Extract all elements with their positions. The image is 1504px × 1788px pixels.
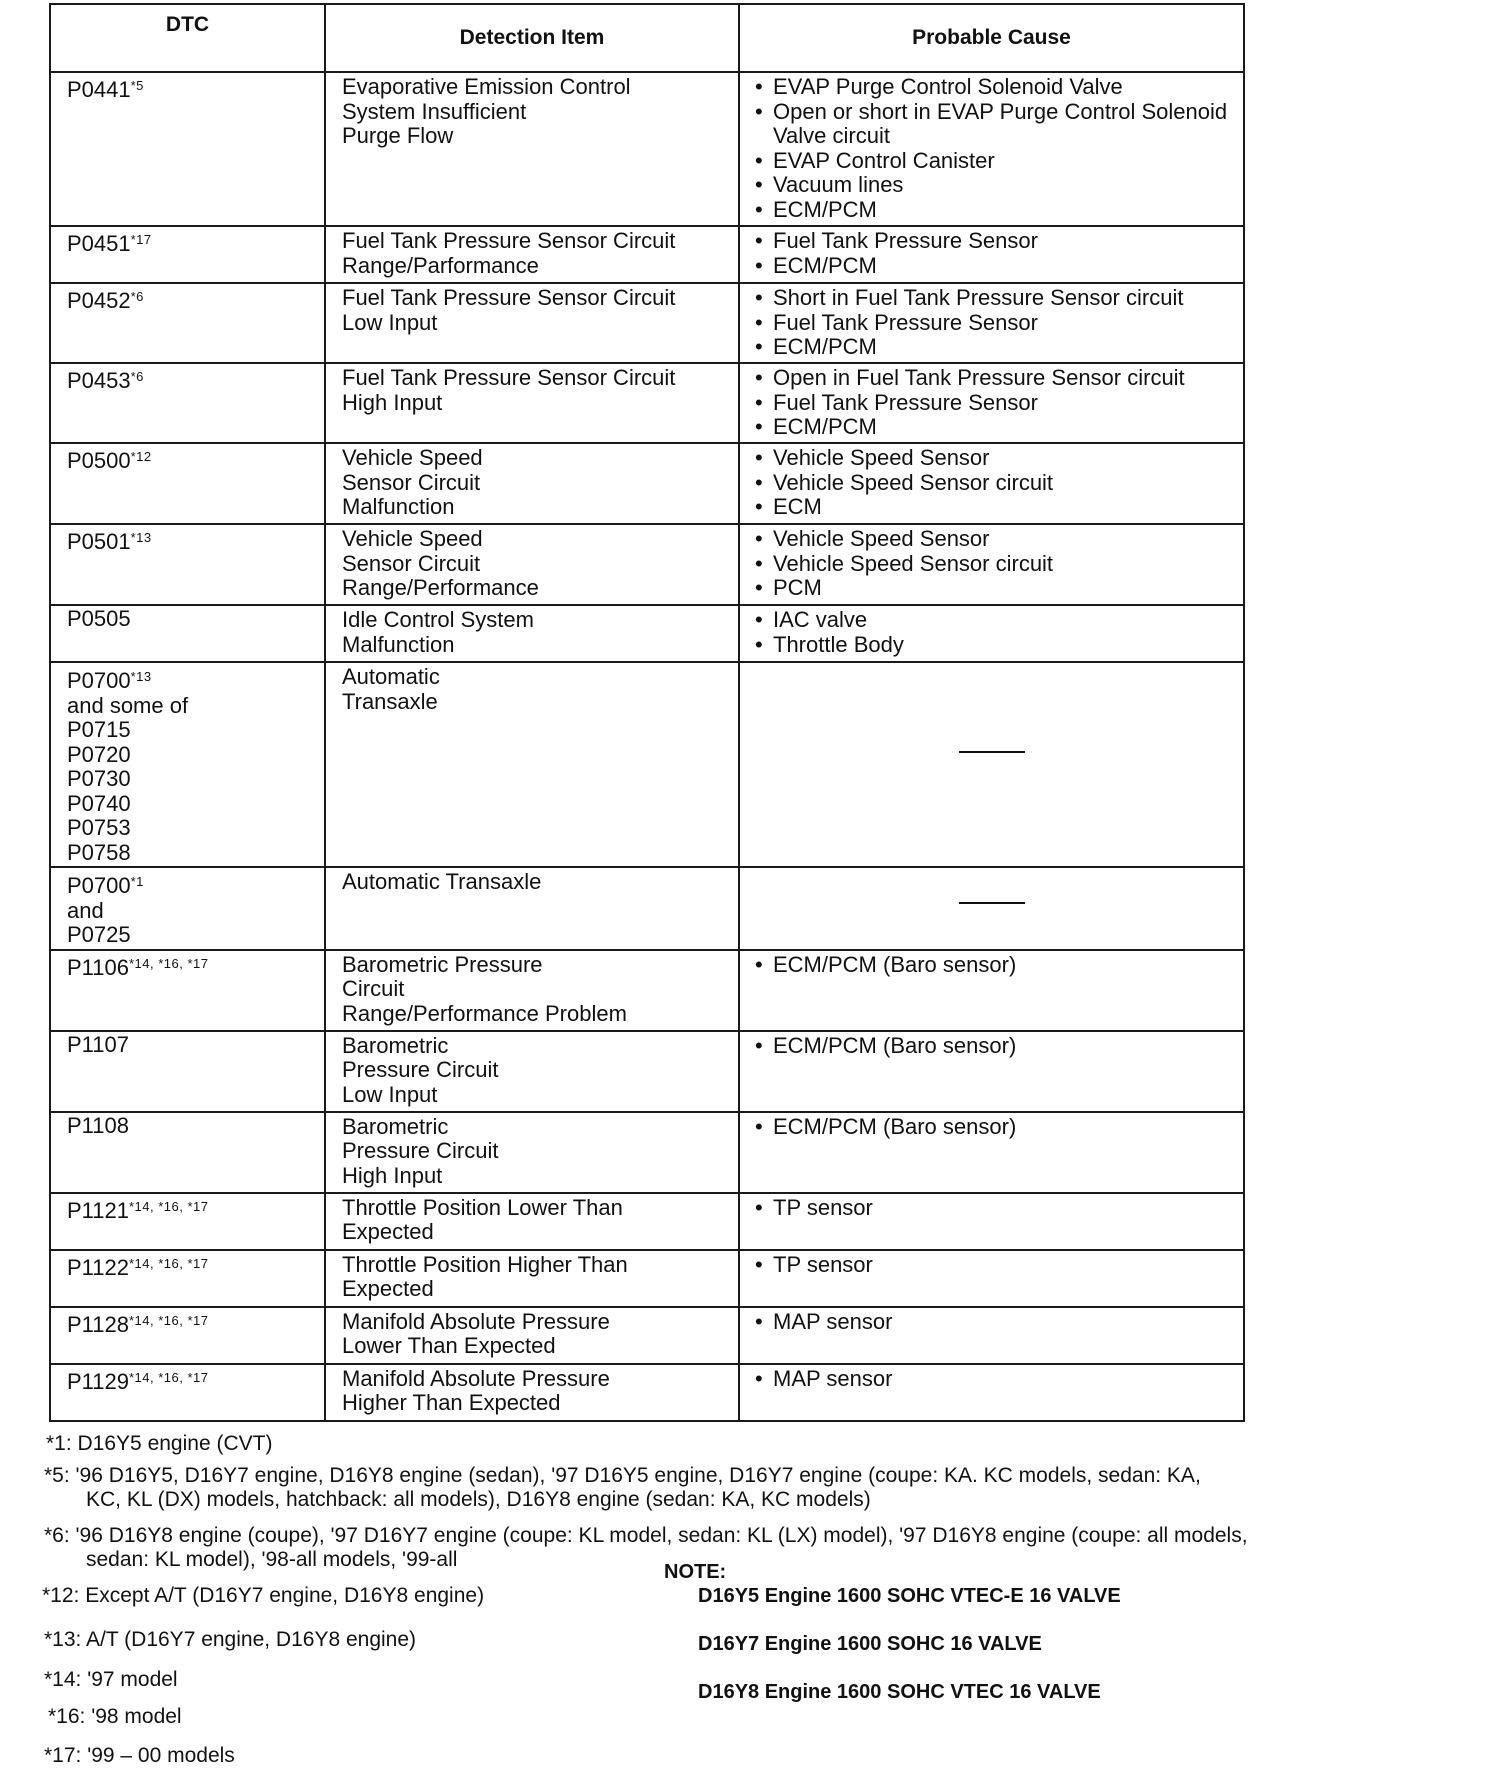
dtc-code: [67, 607, 323, 632]
dtc-code-text: P0505: [67, 606, 131, 631]
detection-item-line: Low Input: [342, 1081, 438, 1107]
dtc-code-text: P1121: [67, 1197, 129, 1223]
cause-item: • ECM/PCM (Baro sensor): [754, 1115, 1235, 1140]
detection-item-line: Manifold Absolute Pressure: [342, 1308, 610, 1334]
dtc-code-text: P1128: [67, 1311, 129, 1337]
detection-item-line: Fuel Tank Pressure Sensor Circuit: [342, 365, 676, 390]
dtc-code-cell: [50, 524, 325, 605]
cause-list: [754, 229, 1235, 278]
cause-item: • Vehicle Speed Sensor: [754, 527, 1235, 552]
detection-item-line: Idle Control System: [342, 607, 534, 632]
cause-item: • IAC valve: [754, 608, 1235, 633]
cause-item: • Open in Fuel Tank Pressure Sensor circuit: [754, 366, 1235, 391]
footnote-mark: *1: [130, 874, 144, 889]
detection-item-line: Purge Flow: [342, 123, 454, 148]
detection-item-line: Sensor Circuit: [342, 550, 481, 576]
probable-cause-cell: [739, 1193, 1244, 1250]
cause-item: • Vehicle Speed Sensor: [754, 446, 1235, 471]
dtc-code-text: P0453: [67, 368, 131, 393]
detection-item-cell: [325, 1250, 739, 1307]
detection-item-cell: [325, 1193, 739, 1250]
dtc-code-text: P0441: [67, 77, 131, 102]
footnote-mark: *17: [130, 232, 152, 247]
footnote-6: *6: '96 D16Y8 engine (coupe), '97 D16Y7 engine (coupe: KL model, sedan: KL (LX) model), '97 D16Y8 engine (coupe: all models, sedan: KL model), '98-all models, '99-all: [44, 1524, 1248, 1571]
probable-cause-cell: [739, 1031, 1244, 1112]
footnote-13: *13: A/T (D16Y7 engine, D16Y8 engine): [44, 1628, 417, 1651]
detection-item-line: Expected: [342, 1219, 434, 1244]
header-detection-item: Detection Item: [325, 4, 739, 72]
dtc-code-text: P1122: [67, 1254, 129, 1280]
dtc-code-text: P0700: [67, 668, 131, 693]
table-row: [50, 363, 1244, 443]
probable-cause-cell: [739, 1364, 1244, 1421]
detection-item-cell: [325, 605, 739, 662]
cause-list: [754, 75, 1235, 222]
cause-item: • EVAP Purge Control Solenoid Valve: [754, 75, 1235, 100]
cause-list: [754, 1115, 1235, 1140]
cause-list: [754, 527, 1235, 601]
dtc-code-text: P1129: [67, 1368, 129, 1394]
dtc-code-cell: [50, 72, 325, 226]
detection-item-cell: [325, 1112, 739, 1193]
detection-item-line: Circuit: [342, 976, 405, 1001]
dtc-code-text: P1108: [67, 1112, 129, 1138]
detection-item-line: Expected: [342, 1276, 434, 1301]
detection-item-line: Pressure Circuit: [342, 1057, 499, 1082]
probable-cause-cell: [739, 1307, 1244, 1364]
probable-cause-cell: [739, 950, 1244, 1031]
detection-item-line: Barometric: [342, 1113, 449, 1139]
table-row: [50, 226, 1244, 283]
footnote-17: *17: '99 – 00 models: [44, 1744, 235, 1767]
detection-item-line: Vehicle Speed: [342, 526, 483, 551]
cause-list: [754, 608, 1235, 657]
cause-item: • Vehicle Speed Sensor circuit: [754, 471, 1235, 496]
detection-item-line: Transaxle: [342, 688, 438, 714]
cause-item: • Open or short in EVAP Purge Control Solenoid Valve circuit: [754, 100, 1235, 149]
dtc-code: [67, 228, 323, 257]
dtc-code-text: P0451: [67, 231, 131, 256]
dtc-code-cell: [50, 226, 325, 283]
dtc-code: [67, 870, 323, 899]
detection-item-line: Range/Parformance: [342, 252, 539, 278]
probable-cause-cell: [739, 72, 1244, 226]
footnote-1: *1: D16Y5 engine (CVT): [46, 1432, 273, 1455]
cause-item: • Fuel Tank Pressure Sensor: [754, 229, 1235, 254]
dtc-code-extra: P0730: [67, 766, 131, 791]
cause-item: • ECM: [754, 495, 1235, 520]
cause-item: • Vacuum lines: [754, 173, 1235, 198]
detection-item-line: Manifold Absolute Pressure: [342, 1365, 610, 1391]
dtc-code-cell: [50, 443, 325, 524]
dtc-code-text: P0500: [67, 448, 131, 473]
table-row: [50, 283, 1244, 363]
dtc-code: [67, 1033, 323, 1058]
cause-list: [754, 446, 1235, 520]
dtc-code-text: P0700: [67, 873, 131, 898]
dtc-code-text: P0501: [67, 529, 131, 554]
dtc-code-cell: [50, 1364, 325, 1421]
footnote-mark: *14, *16, *17: [128, 1255, 209, 1271]
table-row: [50, 662, 1244, 867]
cause-item: • PCM: [754, 576, 1235, 601]
table-row: [50, 72, 1244, 226]
detection-item-line: Throttle Position Higher Than: [342, 1251, 628, 1277]
detection-item-line: Throttle Position Lower Than: [342, 1194, 623, 1220]
dtc-code-cell: [50, 950, 325, 1031]
table-body: [50, 72, 1244, 1421]
cause-item: • Short in Fuel Tank Pressure Sensor circuit: [754, 286, 1235, 311]
detection-item-line: Automatic Transaxle: [342, 869, 542, 894]
detection-item-cell: [325, 1031, 739, 1112]
detection-item-cell: [325, 662, 739, 867]
table-row: [50, 950, 1244, 1031]
cause-item: • ECM/PCM: [754, 254, 1235, 279]
detection-item-cell: [325, 72, 739, 226]
footnote-5: *5: '96 D16Y5, D16Y7 engine, D16Y8 engine (sedan), '97 D16Y5 engine, D16Y7 engine (coupe: KA. KC models, sedan: KA, KC, KL (DX) models, hatchback: all models), D16Y8 engine (sedan: KA, KC models): [44, 1464, 1201, 1511]
table-row: [50, 605, 1244, 662]
cause-list: [754, 1367, 1235, 1392]
footnote-mark: *14, *16, *17: [128, 1369, 209, 1385]
dtc-code-cell: [50, 283, 325, 363]
dtc-code-cell: [50, 1031, 325, 1112]
detection-item-cell: [325, 226, 739, 283]
probable-cause-cell: [739, 605, 1244, 662]
detection-item-line: Barometric: [342, 1032, 449, 1058]
probable-cause-cell: [739, 867, 1244, 950]
detection-item-cell: [325, 1307, 739, 1364]
detection-item-cell: [325, 443, 739, 524]
detection-item-line: System Insufficient: [342, 98, 527, 124]
detection-item-line: High Input: [342, 389, 443, 415]
detection-item-cell: [325, 950, 739, 1031]
cause-list: [754, 1310, 1235, 1335]
cause-item: • ECM/PCM: [754, 335, 1235, 360]
dtc-code: [67, 665, 323, 694]
dtc-code-extra: P0758: [67, 839, 131, 865]
cause-item: • ECM/PCM (Baro sensor): [754, 1034, 1235, 1059]
table-row: [50, 1112, 1244, 1193]
footnote-mark: *14, *16, *17: [128, 1312, 209, 1328]
dtc-code: [67, 74, 323, 103]
dtc-code-text: P1107: [67, 1031, 129, 1057]
detection-item-line: Pressure Circuit: [342, 1138, 499, 1163]
probable-cause-cell: [739, 1112, 1244, 1193]
dtc-code: [67, 445, 323, 474]
dtc-code-cell: [50, 867, 325, 950]
cause-item: • MAP sensor: [754, 1310, 1235, 1335]
cause-item: • ECM/PCM: [754, 415, 1235, 440]
probable-cause-cell: [739, 662, 1244, 867]
table-row: [50, 1031, 1244, 1112]
cause-list: [754, 953, 1235, 978]
footnote-mark: *14, *16, *17: [128, 1198, 209, 1214]
header-probable-cause: Probable Cause: [739, 4, 1244, 72]
not-applicable-dash: [959, 751, 1025, 753]
footnote-12: *12: Except A/T (D16Y7 engine, D16Y8 engine): [42, 1584, 485, 1607]
cause-list: [754, 286, 1235, 360]
dtc-code-extra: and: [67, 897, 104, 923]
detection-item-line: Malfunction: [342, 494, 455, 519]
detection-item-cell: [325, 1364, 739, 1421]
dtc-code-extra: P0715: [67, 717, 131, 742]
footnote-mark: *6: [130, 369, 144, 384]
dtc-code: [67, 1366, 323, 1395]
detection-item-cell: [325, 283, 739, 363]
dtc-code: [67, 1252, 323, 1281]
dtc-code: [67, 365, 323, 394]
probable-cause-cell: [739, 1250, 1244, 1307]
probable-cause-cell: [739, 283, 1244, 363]
table-row: [50, 1307, 1244, 1364]
cause-item: • MAP sensor: [754, 1367, 1235, 1392]
detection-item-line: Automatic: [342, 664, 440, 689]
probable-cause-cell: [739, 226, 1244, 283]
cause-list: [754, 366, 1235, 440]
table-row: [50, 867, 1244, 950]
not-applicable-dash: [959, 902, 1025, 904]
dtc-code: [67, 526, 323, 555]
detection-item-line: Evaporative Emission Control: [342, 74, 631, 99]
cause-item: • TP sensor: [754, 1253, 1235, 1278]
cause-item: • EVAP Control Canister: [754, 149, 1235, 174]
cause-item: • Fuel Tank Pressure Sensor: [754, 391, 1235, 416]
detection-item-cell: [325, 524, 739, 605]
header-dtc: DTC: [50, 4, 325, 72]
dtc-code-extra: and some of: [67, 692, 189, 718]
cause-item: • Vehicle Speed Sensor circuit: [754, 552, 1235, 577]
dtc-code-extra: P0740: [67, 790, 131, 816]
dtc-code: [67, 1309, 323, 1338]
cause-item: • ECM/PCM: [754, 198, 1235, 223]
detection-item-line: Range/Performance: [342, 575, 539, 600]
cause-item: • Throttle Body: [754, 633, 1235, 658]
table-header-row: [50, 4, 1244, 72]
dtc-table: [49, 3, 1245, 1422]
probable-cause-cell: [739, 363, 1244, 443]
footnote-mark: *13: [130, 530, 152, 545]
cause-list: [754, 1034, 1235, 1059]
cause-item: • TP sensor: [754, 1196, 1235, 1221]
dtc-code-extra: P0753: [67, 815, 131, 840]
dtc-code-cell: [50, 1250, 325, 1307]
dtc-code-cell: [50, 363, 325, 443]
detection-item-line: Vehicle Speed: [342, 445, 483, 470]
note-line-d16y8: D16Y8 Engine 1600 SOHC VTEC 16 VALVE: [698, 1681, 1101, 1703]
detection-item-line: High Input: [342, 1162, 443, 1188]
dtc-code-extra: P0720: [67, 741, 131, 767]
detection-item-line: Low Input: [342, 309, 438, 335]
dtc-code: [67, 952, 323, 981]
detection-item-cell: [325, 363, 739, 443]
dtc-code: [67, 1195, 323, 1224]
detection-item-line: Malfunction: [342, 631, 455, 657]
detection-item-cell: [325, 867, 739, 950]
footnote-mark: *12: [130, 449, 152, 464]
detection-item-line: Higher Than Expected: [342, 1390, 561, 1415]
dtc-code-cell: [50, 1112, 325, 1193]
cause-list: [754, 1196, 1235, 1221]
note-line-d16y7: D16Y7 Engine 1600 SOHC 16 VALVE: [698, 1633, 1042, 1655]
note-line-d16y5: D16Y5 Engine 1600 SOHC VTEC-E 16 VALVE: [698, 1585, 1121, 1607]
dtc-code-cell: [50, 605, 325, 662]
dtc-code: [67, 285, 323, 314]
dtc-code-cell: [50, 662, 325, 867]
dtc-code-cell: [50, 1307, 325, 1364]
cause-item: • ECM/PCM (Baro sensor): [754, 953, 1235, 978]
detection-item-line: Sensor Circuit: [342, 469, 481, 495]
detection-item-line: Fuel Tank Pressure Sensor Circuit: [342, 228, 676, 253]
dtc-code-text: P0452: [67, 288, 131, 313]
note-title: NOTE:: [664, 1561, 727, 1583]
footnote-14: *14: '97 model: [44, 1668, 178, 1691]
footnote-mark: *14, *16, *17: [128, 955, 209, 971]
dtc-code-cell: [50, 1193, 325, 1250]
dtc-code: [67, 1114, 323, 1139]
cause-item: • Fuel Tank Pressure Sensor: [754, 311, 1235, 336]
detection-item-line: Range/Performance Problem: [342, 1000, 627, 1026]
probable-cause-cell: [739, 443, 1244, 524]
footnote-mark: *5: [130, 78, 144, 93]
dtc-code-text: P1106: [67, 954, 129, 980]
footnote-mark: *13: [130, 669, 152, 684]
probable-cause-cell: [739, 524, 1244, 605]
detection-item-line: Lower Than Expected: [342, 1333, 556, 1358]
table-row: [50, 443, 1244, 524]
detection-item-line: Barometric Pressure: [342, 951, 543, 977]
table-row: [50, 1364, 1244, 1421]
footnote-mark: *6: [130, 289, 144, 304]
table-row: [50, 1250, 1244, 1307]
dtc-code-extra: P0725: [67, 922, 131, 947]
footnote-16: *16: '98 model: [48, 1705, 182, 1728]
cause-list: [754, 1253, 1235, 1278]
table-row: [50, 1193, 1244, 1250]
table-row: [50, 524, 1244, 605]
detection-item-line: Fuel Tank Pressure Sensor Circuit: [342, 285, 676, 310]
